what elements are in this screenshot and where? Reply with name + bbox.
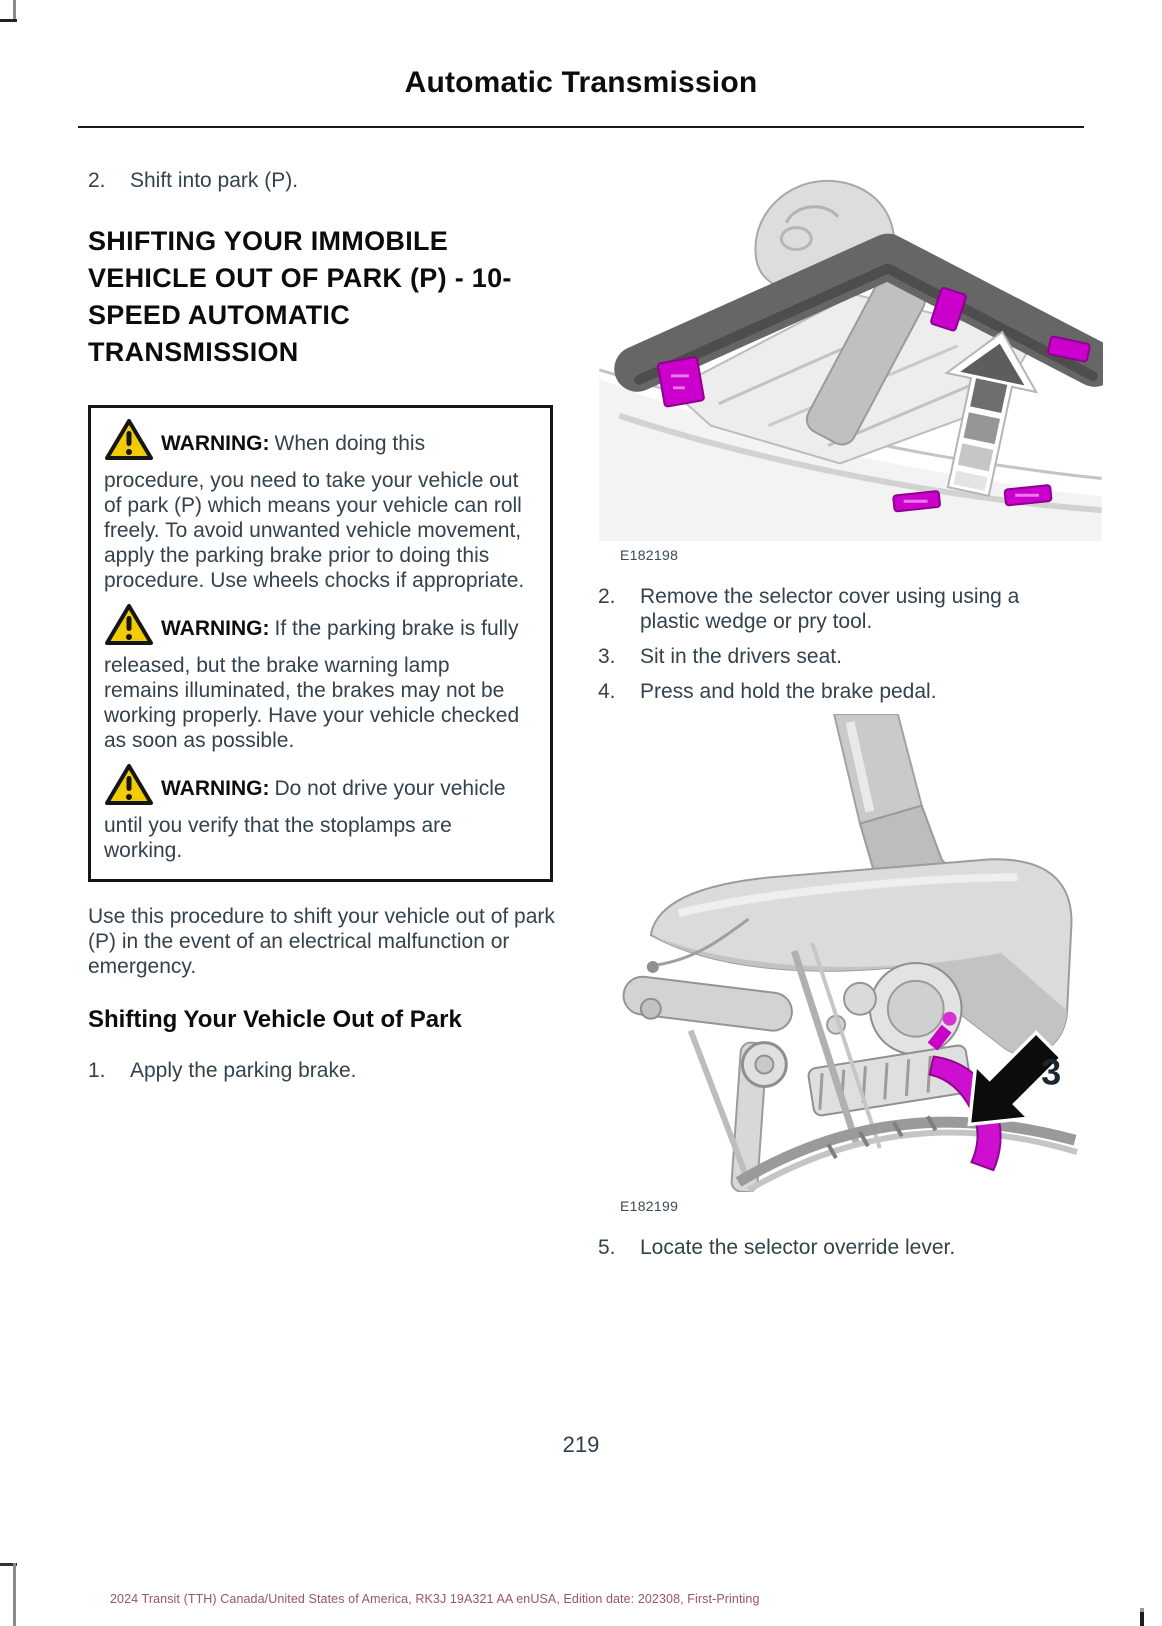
step-text: Press and hold the brake pedal. — [640, 680, 937, 703]
figure-label: E182199 — [620, 1198, 679, 1214]
selector-cover-illustration — [598, 165, 1103, 541]
step-number: 3. — [598, 645, 616, 668]
warning-text: Do not drive your vehicle until you verify that the stoplamps are working. — [104, 777, 506, 862]
corner-mark-bottom-left — [13, 1563, 16, 1626]
override-lever-illustration — [598, 714, 1103, 1192]
figure-label: E182198 — [620, 547, 679, 563]
step-item — [598, 679, 1103, 704]
step-item — [88, 168, 555, 193]
page-number: 219 — [562, 1432, 600, 1457]
warning-label: WARNING: — [161, 617, 270, 640]
warning-item — [104, 418, 528, 593]
warning-triangle-icon — [104, 603, 154, 653]
callout-number: 3 — [1041, 1052, 1062, 1093]
step-text: Shift into park (P). — [130, 169, 299, 192]
step-text: Locate the selector override lever. — [640, 1236, 956, 1259]
warning-text: When doing this procedure, you need to take your vehicle out of park (P) which means your vehicle can roll freely. To avoid unwanted vehicle movement, apply the parking brake prior to doing this procedure. Use wheels chocks if appropriate. — [104, 432, 525, 592]
warning-triangle-icon — [104, 418, 154, 468]
warning-triangle-icon — [104, 763, 154, 813]
step-number: 4. — [598, 680, 616, 703]
page-title: Automatic Transmission — [404, 66, 758, 99]
step-item — [598, 584, 1103, 634]
step-text: Remove the selector cover using using a plastic wedge or pry tool. — [640, 585, 1020, 633]
section-heading: SHIFTING YOUR IMMOBILE VEHICLE OUT OF PARK (P) - 10-SPEED AUTOMATIC TRANSMISSION — [88, 226, 512, 367]
corner-mark-top-left — [13, 0, 16, 20]
corner-mark-top-left — [0, 19, 17, 22]
right-column — [598, 165, 1103, 1270]
step-item — [598, 644, 1103, 669]
step-number: 1. — [88, 1059, 106, 1082]
warning-box — [88, 405, 553, 882]
subsection-heading: Shifting Your Vehicle Out of Park — [88, 1006, 462, 1033]
steps-list — [598, 584, 1103, 704]
step-number: 2. — [598, 585, 616, 608]
warning-label: WARNING: — [161, 777, 270, 800]
intro-paragraph: Use this procedure to shift your vehicle out of park (P) in the event of an electrical malfunction or emergency. — [88, 905, 555, 978]
warning-text: If the parking brake is fully released, but the brake warning lamp remains illuminated, the brakes may not be working properly. Have your vehicle checked as soon as possible. — [104, 617, 520, 752]
step-item — [88, 1058, 555, 1083]
warning-item — [104, 763, 528, 863]
step-text: Apply the parking brake. — [130, 1059, 357, 1082]
warning-item — [104, 603, 528, 753]
step-number: 5. — [598, 1236, 616, 1259]
footer-text: 2024 Transit (TTH) Canada/United States of America, RK3J 19A321 AA enUSA, Edition date: 202308, First-Printing — [110, 1592, 760, 1606]
warning-label: WARNING: — [161, 432, 270, 455]
step-item — [598, 1235, 1103, 1260]
left-column — [88, 168, 555, 1093]
step-text: Sit in the drivers seat. — [640, 645, 842, 668]
header-divider — [78, 126, 1084, 128]
step-number: 2. — [88, 169, 106, 192]
corner-mark-bottom-right — [1140, 1612, 1144, 1626]
